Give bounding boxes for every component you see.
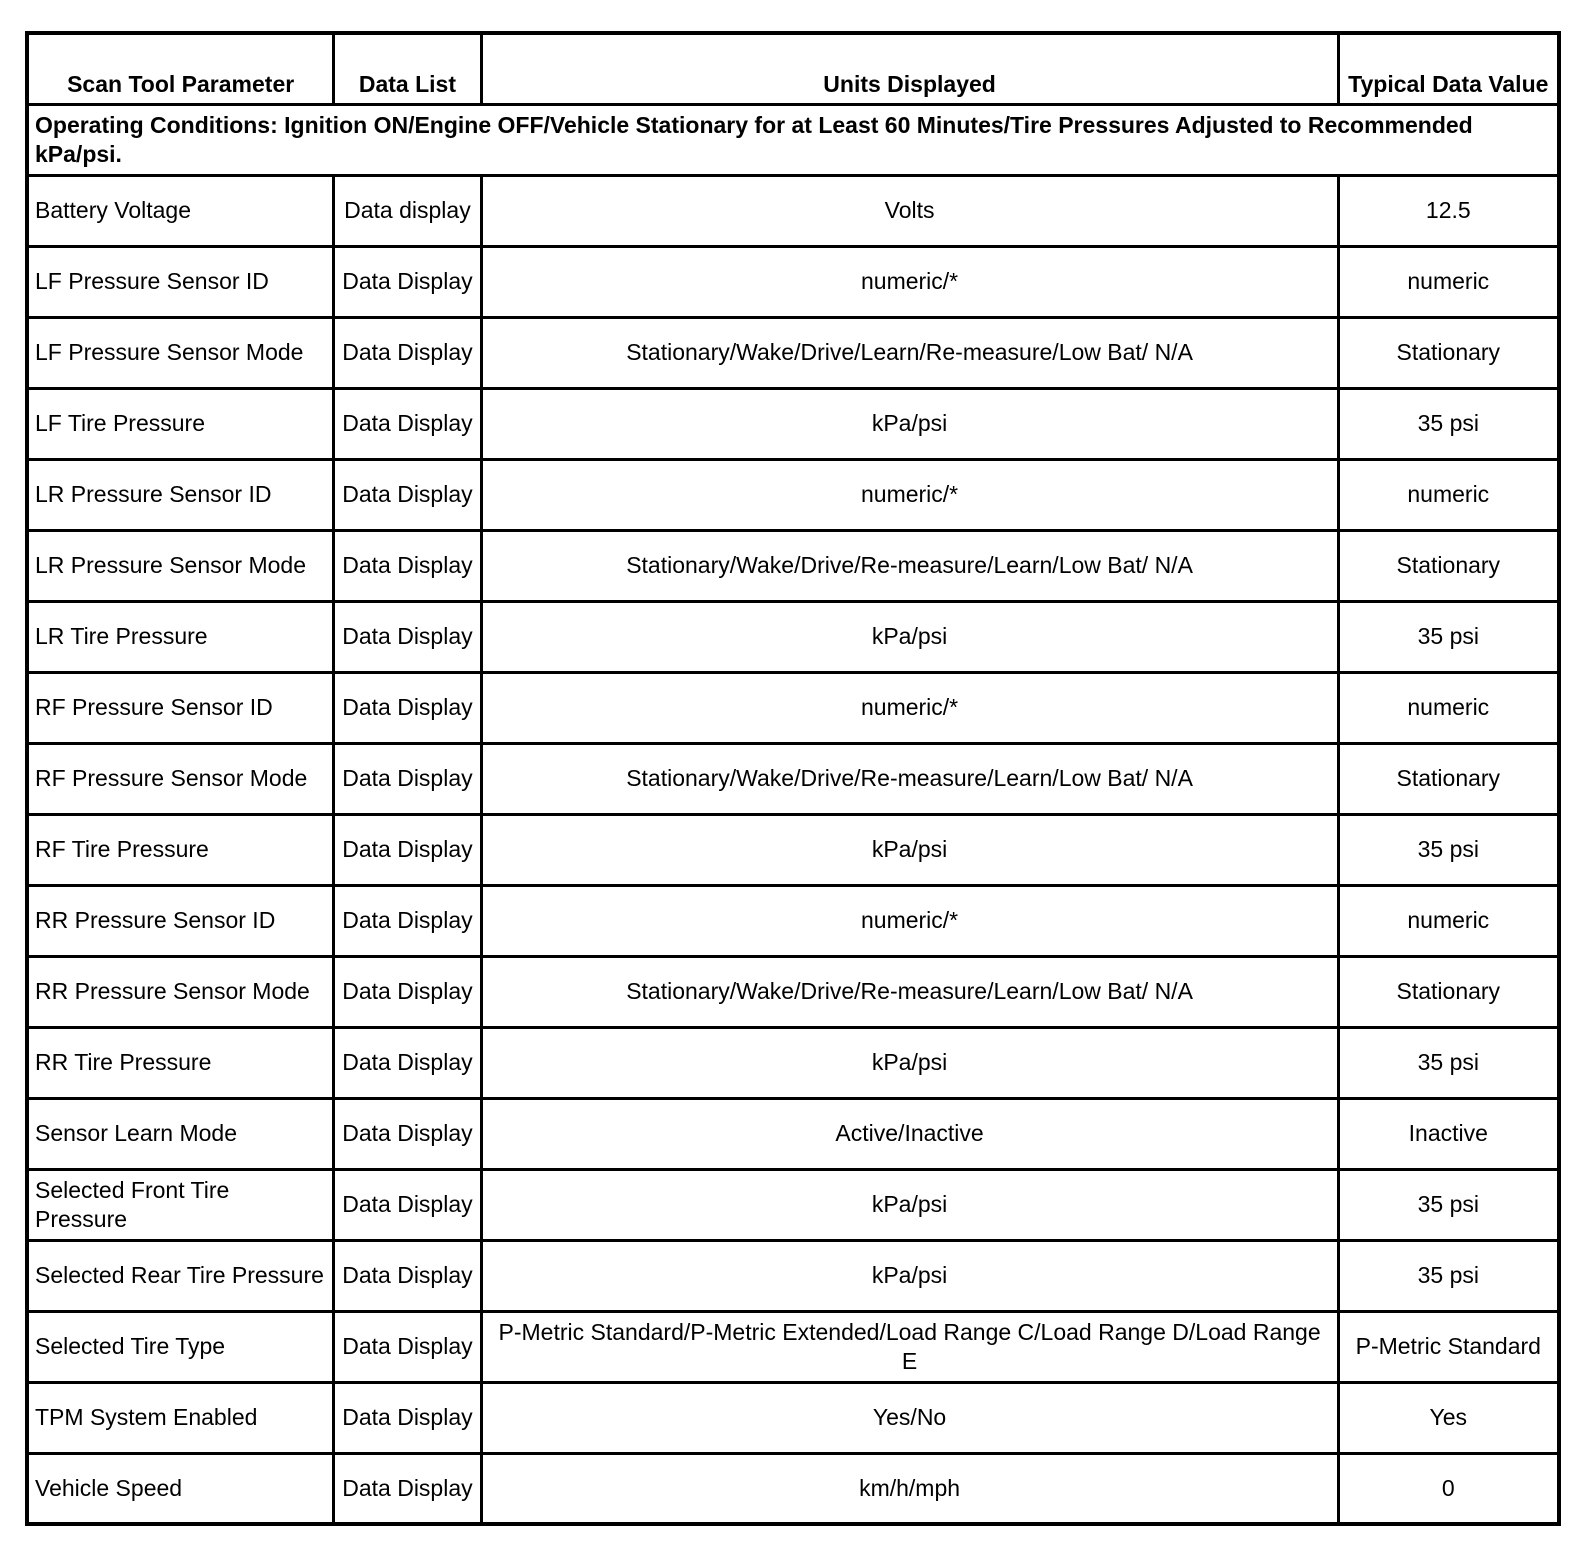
units-cell: Stationary/Wake/Drive/Re-measure/Learn/Low Bat/ N/A (481, 956, 1338, 1027)
typical-value-cell: 35 psi (1338, 1169, 1559, 1240)
units-cell: kPa/psi (481, 1027, 1338, 1098)
data-list-cell: Data Display (334, 246, 481, 317)
header-row (27, 33, 1559, 104)
data-list-cell: Data Display (334, 1240, 481, 1311)
table-row (27, 530, 1559, 601)
typical-value-cell: Stationary (1338, 956, 1559, 1027)
table-row (27, 388, 1559, 459)
units-cell: Stationary/Wake/Drive/Learn/Re-measure/Low Bat/ N/A (481, 317, 1338, 388)
units-cell: kPa/psi (481, 601, 1338, 672)
table-row (27, 246, 1559, 317)
data-list-cell: Data Display (334, 530, 481, 601)
units-cell: Stationary/Wake/Drive/Re-measure/Learn/Low Bat/ N/A (481, 743, 1338, 814)
units-cell: Active/Inactive (481, 1098, 1338, 1169)
units-cell: kPa/psi (481, 1240, 1338, 1311)
table-row (27, 175, 1559, 246)
data-list-cell: Data Display (334, 1027, 481, 1098)
typical-value-cell: Stationary (1338, 530, 1559, 601)
units-cell: numeric/* (481, 885, 1338, 956)
scan-tool-data-table (25, 31, 1561, 1526)
table-row (27, 1240, 1559, 1311)
parameter-cell: LR Tire Pressure (27, 601, 334, 672)
data-list-cell: Data Display (334, 1098, 481, 1169)
units-cell: km/h/mph (481, 1453, 1338, 1524)
data-list-cell: Data Display (334, 1453, 481, 1524)
typical-value-cell: 35 psi (1338, 1240, 1559, 1311)
parameter-cell: Selected Tire Type (27, 1311, 334, 1382)
typical-value-cell: 35 psi (1338, 814, 1559, 885)
typical-value-cell: numeric (1338, 672, 1559, 743)
units-cell: Stationary/Wake/Drive/Re-measure/Learn/Low Bat/ N/A (481, 530, 1338, 601)
parameter-cell: RF Tire Pressure (27, 814, 334, 885)
parameter-cell: LR Pressure Sensor ID (27, 459, 334, 530)
data-list-cell: Data Display (334, 885, 481, 956)
units-cell: kPa/psi (481, 1169, 1338, 1240)
typical-value-cell: 35 psi (1338, 601, 1559, 672)
parameter-cell: TPM System Enabled (27, 1382, 334, 1453)
table-row (27, 1382, 1559, 1453)
data-list-cell: Data display (334, 175, 481, 246)
table-row (27, 1027, 1559, 1098)
data-list-cell: Data Display (334, 1382, 481, 1453)
parameter-cell: RF Pressure Sensor Mode (27, 743, 334, 814)
header-parameter: Scan Tool Parameter (27, 33, 334, 104)
parameter-cell: LF Tire Pressure (27, 388, 334, 459)
parameter-cell: LR Pressure Sensor Mode (27, 530, 334, 601)
typical-value-cell: P-Metric Standard (1338, 1311, 1559, 1382)
typical-value-cell: Stationary (1338, 317, 1559, 388)
parameter-cell: RR Tire Pressure (27, 1027, 334, 1098)
units-cell: Volts (481, 175, 1338, 246)
parameter-cell: RR Pressure Sensor Mode (27, 956, 334, 1027)
parameter-cell: Battery Voltage (27, 175, 334, 246)
header-typical-value: Typical Data Value (1338, 33, 1559, 104)
operating-conditions: Operating Conditions: Ignition ON/Engine OFF/Vehicle Stationary for at Least 60 Minutes/Tire Pressures Adjusted to Recommended kPa/psi. (27, 104, 1559, 175)
units-cell: Yes/No (481, 1382, 1338, 1453)
data-list-cell: Data Display (334, 459, 481, 530)
table-row (27, 601, 1559, 672)
typical-value-cell: numeric (1338, 885, 1559, 956)
data-list-cell: Data Display (334, 317, 481, 388)
parameter-cell: Selected Rear Tire Pressure (27, 1240, 334, 1311)
units-cell: numeric/* (481, 672, 1338, 743)
parameter-cell: LF Pressure Sensor Mode (27, 317, 334, 388)
typical-value-cell: numeric (1338, 246, 1559, 317)
typical-value-cell: 0 (1338, 1453, 1559, 1524)
units-cell: numeric/* (481, 459, 1338, 530)
typical-value-cell: 35 psi (1338, 388, 1559, 459)
table-row (27, 1169, 1559, 1240)
table-body (27, 104, 1559, 1524)
parameter-cell: Selected Front Tire Pressure (27, 1169, 334, 1240)
data-list-cell: Data Display (334, 388, 481, 459)
parameter-cell: Vehicle Speed (27, 1453, 334, 1524)
typical-value-cell: Inactive (1338, 1098, 1559, 1169)
parameter-cell: RF Pressure Sensor ID (27, 672, 334, 743)
units-cell: P-Metric Standard/P-Metric Extended/Load Range C/Load Range D/Load Range E (481, 1311, 1338, 1382)
parameter-cell: RR Pressure Sensor ID (27, 885, 334, 956)
table-row (27, 885, 1559, 956)
data-list-cell: Data Display (334, 956, 481, 1027)
data-list-cell: Data Display (334, 1169, 481, 1240)
typical-value-cell: Yes (1338, 1382, 1559, 1453)
table-row (27, 1453, 1559, 1524)
typical-value-cell: numeric (1338, 459, 1559, 530)
units-cell: numeric/* (481, 246, 1338, 317)
data-list-cell: Data Display (334, 814, 481, 885)
table-row (27, 743, 1559, 814)
parameter-cell: Sensor Learn Mode (27, 1098, 334, 1169)
typical-value-cell: 35 psi (1338, 1027, 1559, 1098)
table-row (27, 672, 1559, 743)
data-list-cell: Data Display (334, 672, 481, 743)
data-list-cell: Data Display (334, 1311, 481, 1382)
data-list-cell: Data Display (334, 601, 481, 672)
units-cell: kPa/psi (481, 814, 1338, 885)
table-row (27, 1098, 1559, 1169)
data-list-cell: Data Display (334, 743, 481, 814)
parameter-cell: LF Pressure Sensor ID (27, 246, 334, 317)
table-row (27, 814, 1559, 885)
table-row (27, 317, 1559, 388)
units-cell: kPa/psi (481, 388, 1338, 459)
table-row (27, 459, 1559, 530)
header-units: Units Displayed (481, 33, 1338, 104)
typical-value-cell: Stationary (1338, 743, 1559, 814)
header-data-list: Data List (334, 33, 481, 104)
operating-conditions-row (27, 104, 1559, 175)
table-row (27, 956, 1559, 1027)
typical-value-cell: 12.5 (1338, 175, 1559, 246)
table-row (27, 1311, 1559, 1382)
